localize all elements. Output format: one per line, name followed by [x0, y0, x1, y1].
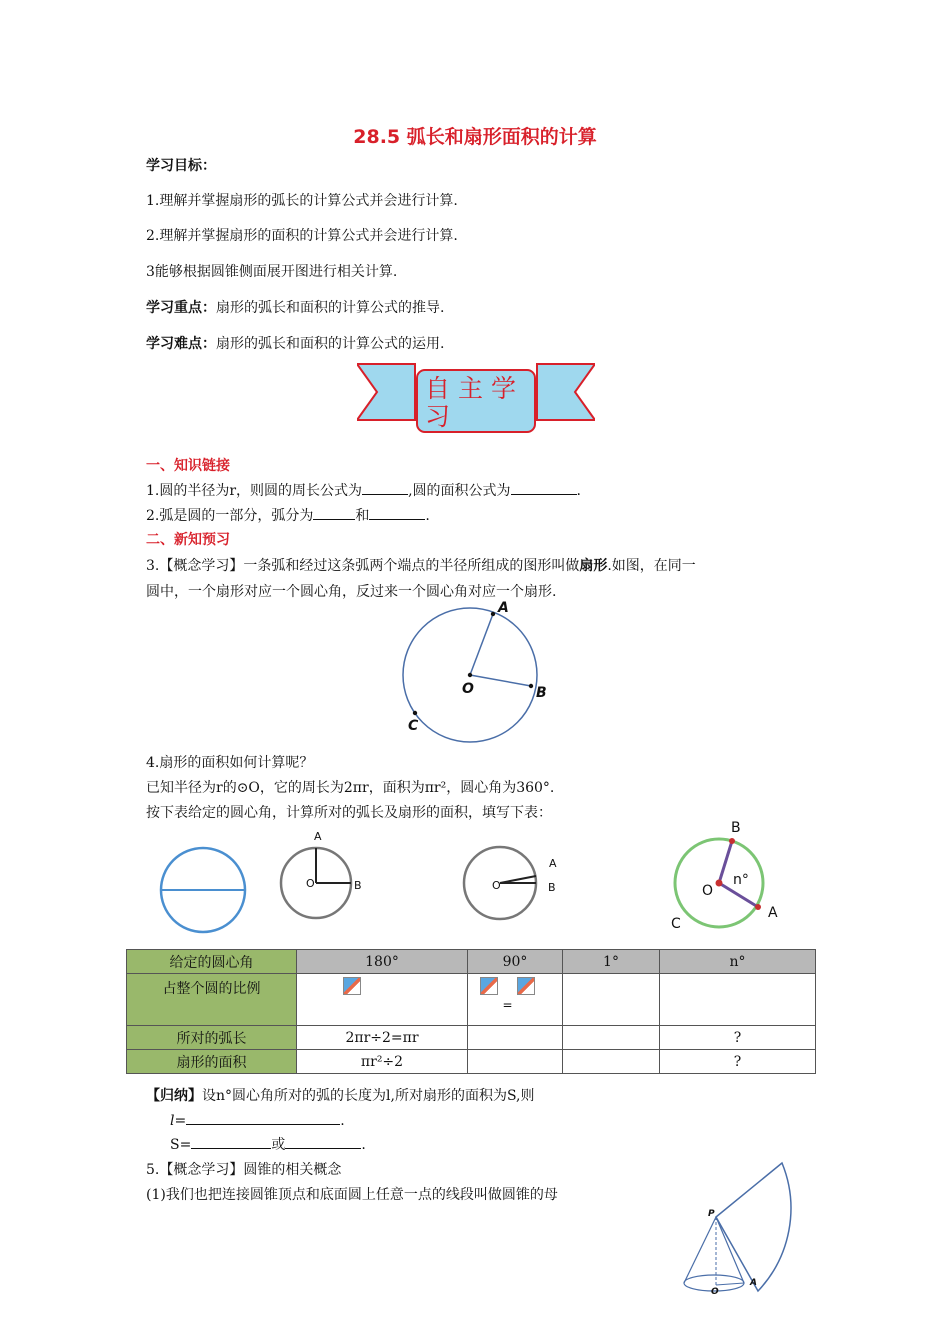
s-blank-2[interactable]	[285, 1134, 361, 1149]
fig2-label-a: A	[314, 830, 322, 843]
table-cell: πr²÷2	[297, 1050, 468, 1074]
label-o: O	[462, 681, 474, 697]
p3-term-sector: 扇形	[579, 558, 608, 574]
point-a	[491, 612, 495, 616]
s-blank-1[interactable]	[191, 1134, 271, 1149]
fig4-label-n: n°	[733, 872, 749, 888]
q1-text-b: ,圆的面积公式为	[408, 483, 511, 499]
fig4-label-c: C	[671, 916, 681, 932]
s-end: .	[361, 1137, 366, 1153]
table-row	[127, 1050, 816, 1074]
q2-text-b: 和	[355, 508, 370, 524]
difficulty-label: 学习难点：	[146, 336, 216, 352]
objective-3: 3能够根据圆锥侧面展开图进行相关计算.	[146, 264, 398, 280]
s-or: 或	[271, 1137, 286, 1153]
q1-text-c: .	[576, 483, 581, 499]
summary-label: 【归纳】	[146, 1088, 202, 1104]
table-cell[interactable]	[563, 1050, 660, 1074]
radius-oa	[470, 614, 493, 675]
arc-sector-table	[126, 949, 816, 1074]
radius-ob	[470, 675, 531, 686]
equals-sign: =	[502, 998, 513, 1012]
label-b: B	[536, 685, 547, 701]
formula-s	[170, 1134, 366, 1154]
row-label: 所对的弧长	[127, 1026, 297, 1050]
fig4-label-a: A	[768, 905, 778, 921]
table-header-cell: 给定的圆心角	[127, 950, 297, 974]
banner-text: 自主学习	[425, 374, 525, 431]
table-header-cell: 90°	[468, 950, 563, 974]
key-point-label: 学习重点：	[146, 300, 216, 316]
p3-line1	[146, 555, 696, 575]
l-blank[interactable]	[186, 1110, 340, 1125]
fig2-label-o: O	[306, 877, 315, 890]
difficulty-text: 扇形的弧长和面积的计算公式的运用.	[216, 336, 445, 352]
difficulty	[146, 333, 444, 353]
table-cell[interactable]	[468, 1050, 563, 1074]
q2-text-c: .	[425, 508, 430, 524]
q1-blank-1[interactable]	[362, 480, 408, 495]
unrolled-sector	[716, 1163, 791, 1291]
objective-1: 1.理解并掌握扇形的弧长的计算公式并会进行计算.	[146, 193, 458, 209]
cone-label-a: A	[750, 1278, 757, 1288]
question-2	[146, 505, 430, 525]
page-title: 28.5 弧长和扇形面积的计算	[353, 126, 597, 148]
section2-heading: 二、新知预习	[146, 532, 230, 548]
figure-180-degree	[155, 842, 255, 938]
table-cell[interactable]	[297, 974, 468, 1026]
cone-right-edge	[716, 1217, 744, 1283]
p3-text-a: 3.【概念学习】一条弧和经过这条弧两个端点的半径所组成的图形叫做	[146, 558, 580, 574]
section1-heading: 一、知识链接	[146, 458, 230, 474]
q2-text-a: 2.弧是圆的一部分，弧分为	[146, 508, 314, 524]
fraction-image-icon	[517, 977, 535, 995]
p4-line3: 按下表给定的圆心角，计算所对的弧长及扇形的面积，填写下表：	[146, 805, 552, 821]
fig2-label-b: B	[354, 879, 362, 892]
figure-90-degree	[272, 826, 372, 926]
figure-1-degree	[458, 836, 558, 936]
objective-2: 2.理解并掌握扇形的面积的计算公式并会进行计算.	[146, 228, 458, 244]
point-b	[529, 684, 533, 688]
table-cell[interactable]	[563, 974, 660, 1026]
label-a: A	[498, 600, 509, 616]
fig4-label-b: B	[731, 820, 741, 836]
p4-line1: 4.扇形的面积如何计算呢？	[146, 755, 314, 771]
table-cell[interactable]	[468, 1026, 563, 1050]
fraction-image-icon	[343, 977, 361, 995]
table-header-cell: n°	[660, 950, 816, 974]
fig3-label-o: O	[492, 879, 501, 892]
q1-blank-2[interactable]	[511, 480, 577, 495]
table-cell[interactable]	[563, 1026, 660, 1050]
fig3-label-a: A	[549, 857, 557, 870]
l-end: .	[340, 1113, 345, 1129]
p3-line2: 圆中，一个扇形对应一个圆心角，反过来一个圆心角对应一个扇形.	[146, 584, 557, 600]
table-header-row	[127, 950, 816, 974]
table-cell: ?	[660, 1050, 816, 1074]
key-point	[146, 297, 444, 317]
fig4-label-o: O	[702, 883, 714, 899]
p3-text-b: .如图，在同一	[607, 558, 696, 574]
p5-heading: 5.【概念学习】圆锥的相关概念	[146, 1162, 342, 1178]
table-cell: 2πr÷2=πr	[297, 1026, 468, 1050]
s-prefix: S=	[170, 1137, 192, 1153]
cone-label-o: O	[711, 1287, 719, 1297]
q2-blank-1[interactable]	[313, 505, 355, 520]
point-c	[413, 711, 417, 715]
summary-text: 设n°圆心角所对的弧的长度为l,所对扇形的面积为S,则	[202, 1088, 535, 1104]
table-cell: ?	[660, 1026, 816, 1050]
table-row	[127, 1026, 816, 1050]
table-header-cell: 1°	[563, 950, 660, 974]
cone-radius	[716, 1283, 744, 1285]
row-label: 扇形的面积	[127, 1050, 297, 1074]
label-c: C	[408, 718, 419, 734]
q1-text-a: 1.圆的半径为r，则圆的周长公式为	[146, 483, 363, 499]
cone-label-p: P	[708, 1209, 715, 1219]
formula-l	[170, 1110, 345, 1129]
cone-left-edge	[684, 1217, 716, 1283]
table-cell[interactable]	[468, 974, 563, 1026]
table-row	[127, 974, 816, 1026]
p5-line1: (1)我们也把连接圆锥顶点和底面圆上任意一点的线段叫做圆锥的母	[146, 1187, 558, 1203]
fig3-label-b: B	[548, 881, 556, 894]
table-header-cell: 180°	[297, 950, 468, 974]
figure-n-degree	[670, 828, 780, 938]
table-cell[interactable]	[660, 974, 816, 1026]
p4-line2: 已知半径为r的⊙O，它的周长为2πr，面积为πr²，圆心角为360°.	[146, 780, 555, 796]
q2-blank-2[interactable]	[369, 505, 425, 520]
fraction-image-icon	[480, 977, 498, 995]
key-point-text: 扇形的弧长和面积的计算公式的推导.	[216, 300, 445, 316]
summary-line	[146, 1085, 535, 1105]
objectives-heading: 学习目标：	[146, 158, 216, 174]
question-1	[146, 480, 581, 500]
center-point	[468, 673, 472, 677]
l-prefix: l=	[170, 1113, 187, 1129]
row-label: 占整个圆的比例	[127, 974, 297, 1026]
